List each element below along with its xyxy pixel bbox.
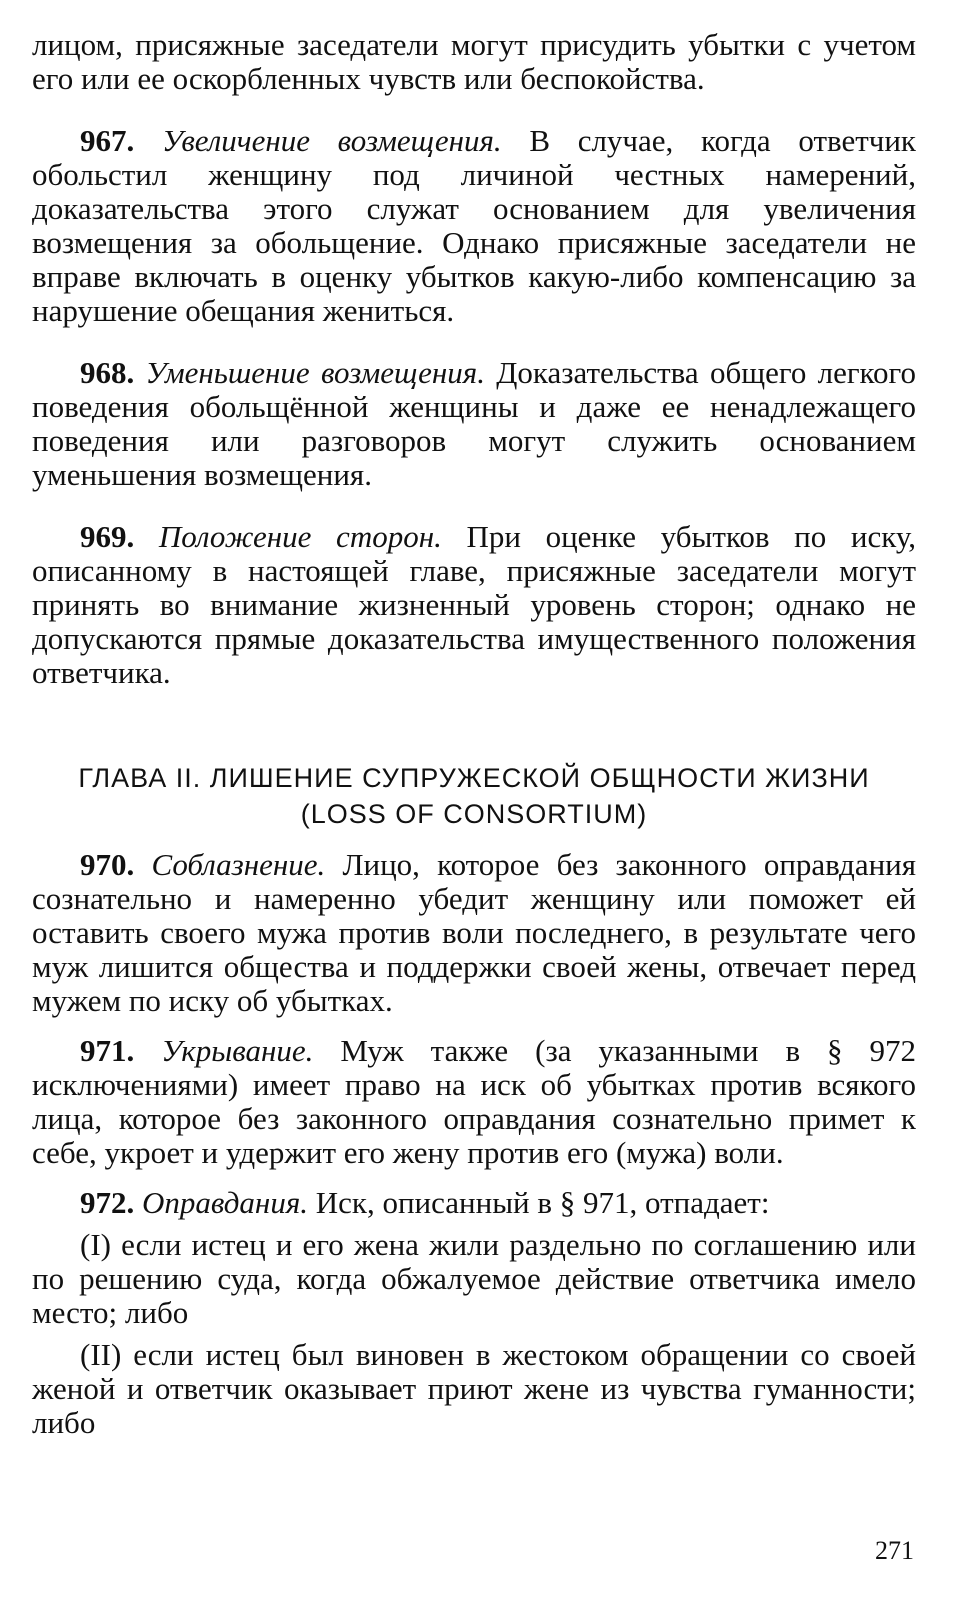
section-967 <box>32 124 916 328</box>
section-number: 971. <box>80 1033 135 1068</box>
section-text: При оценке убытков по иску, описанному в настоящей главе, присяжные заседатели могут принять во внимание жизненный уровень сторон; однако не допускаются прямые доказательства имущественного положения ответчика. <box>32 519 916 690</box>
page-number: 271 <box>875 1536 914 1565</box>
page-body <box>32 28 916 1440</box>
section-title: Оправдания. <box>142 1185 308 1220</box>
section-title: Увеличение возмещения. <box>161 123 502 158</box>
section-number: 967. <box>80 123 135 158</box>
section-number: 968. <box>80 355 135 390</box>
section-text: Лицо, которое без законного оправдания сознательно и намеренно убедит женщину или поможет ей оставить своего мужа против воли последнего, в результате чего муж лишится общества и поддержки своей жены, отвечает перед мужем по иску об убытках. <box>32 847 917 1018</box>
section-969 <box>32 520 916 690</box>
section-title: Укрывание. <box>161 1033 314 1068</box>
chapter-subheading: (LOSS OF CONSORTIUM) <box>300 799 648 829</box>
section-number: 969. <box>80 519 135 554</box>
section-text: Иск, описанный в § 971, отпадает: <box>315 1185 770 1220</box>
section-title: Положение сторон. <box>158 519 442 554</box>
list-item: (II) если истец был виновен в жестоком обращении со своей женой и ответчик оказывает приют жене из чувства гуманности; либо <box>32 1337 916 1440</box>
section-968 <box>32 356 916 492</box>
section-text: Муж также (за указанными в § 972 исключениями) имеет право на иск об убытках против всякого лица, которое без законного оправдания сознательно примет к себе, укроет и удержит его жену против его (мужа) воли. <box>32 1033 917 1170</box>
continuation-paragraph: лицом, присяжные заседатели могут присудить убытки с учетом его или ее оскорбленных чувств или беспокойства. <box>32 27 916 96</box>
section-text: В случае, когда ответчик обольстил женщину под личиной честных намерений, доказательства этого служат основанием для увеличения возмещения за обольщение. Однако присяжные заседатели не вправе включать в оценку убытков какую-либо компенсацию за нарушение обещания жениться. <box>32 123 916 328</box>
section-number: 970. <box>80 847 135 882</box>
chapter-heading: ГЛАВА II. ЛИШЕНИЕ СУПРУЖЕСКОЙ ОБЩНОСТИ ЖИЗНИ <box>78 763 870 793</box>
section-number: 972. <box>80 1185 135 1220</box>
section-971 <box>32 1034 916 1170</box>
section-972 <box>32 1186 916 1220</box>
list-item: (I) если истец и его жена жили раздельно по соглашению или по решению суда, когда обжалуемое действие ответчика имело место; либо <box>32 1227 916 1330</box>
section-text: Доказательства общего легкого поведения обольщённой женщины и даже ее ненадлежащего поведения или разговоров могут служить основанием уменьшения возмещения. <box>32 355 916 492</box>
section-title: Уменьшение возмещения. <box>145 355 485 390</box>
section-970 <box>32 848 916 1018</box>
section-title: Соблазнение. <box>151 847 326 882</box>
